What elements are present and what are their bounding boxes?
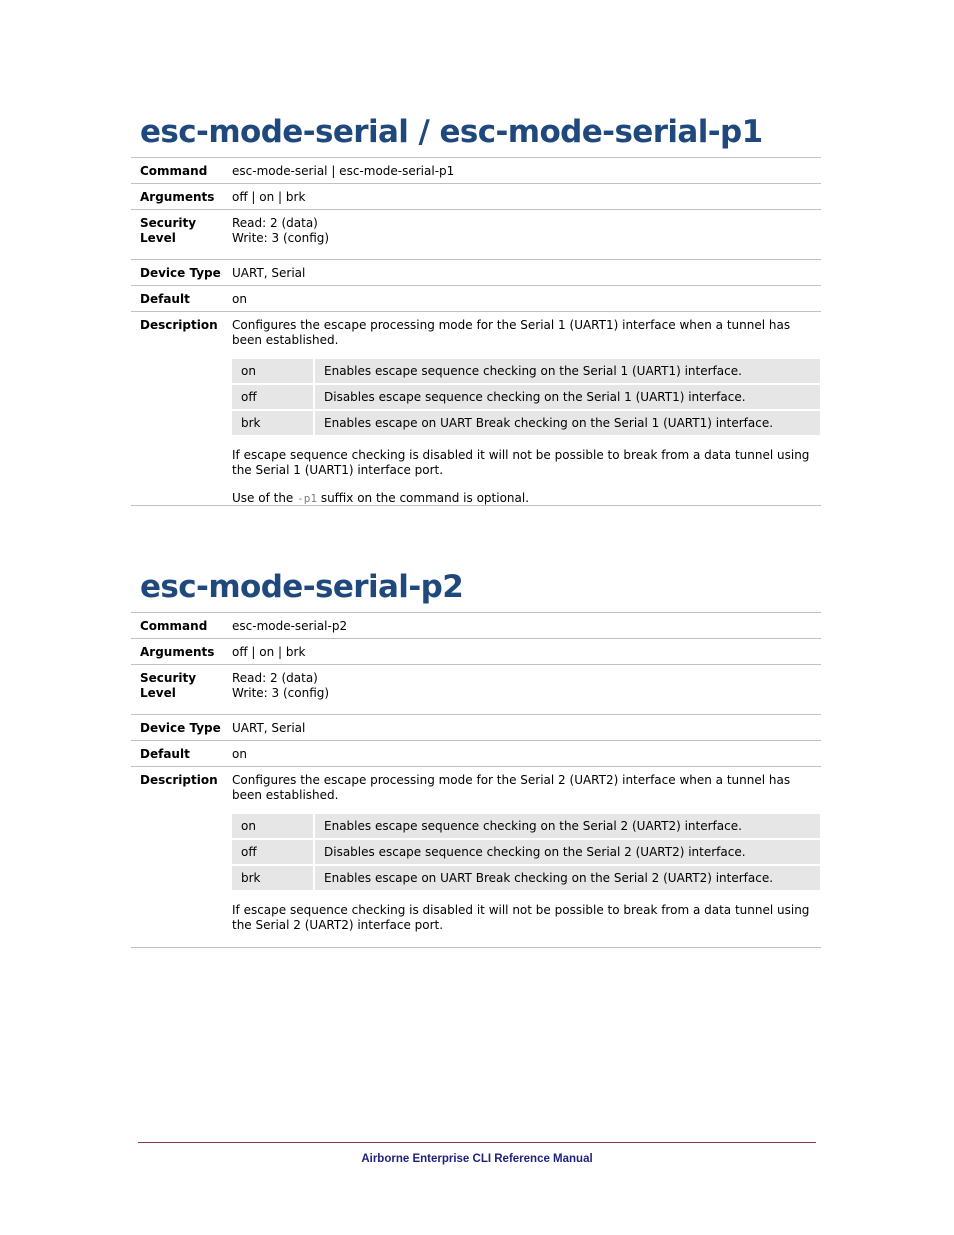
option-key: on: [232, 359, 314, 384]
command-value: esc-mode-serial | esc-mode-serial-p1: [232, 164, 455, 178]
device-type-value: UART, Serial: [232, 266, 306, 280]
row-label: [131, 665, 232, 714]
option-row: [232, 384, 820, 410]
option-text: Enables escape on UART Break checking on the Serial 2 (UART2) interface.: [314, 865, 820, 891]
row-command: [131, 157, 821, 183]
option-row: [232, 410, 820, 436]
row-label: Default: [140, 747, 190, 761]
option-key: on: [232, 814, 314, 839]
row-device-type: [131, 714, 821, 740]
option-key: off: [232, 839, 314, 865]
option-text: Enables escape on UART Break checking on the Serial 1 (UART1) interface.: [314, 410, 820, 436]
command-section-p2: [131, 568, 821, 948]
row-label: Command: [140, 619, 208, 633]
row-label: Arguments: [140, 190, 215, 204]
row-device-type: [131, 259, 821, 285]
suffix-code: -p1: [297, 492, 317, 505]
command-table: [131, 612, 821, 948]
command-table: [131, 157, 821, 506]
row-security-level: [131, 209, 821, 259]
section-title: esc-mode-serial-p2: [140, 569, 464, 605]
option-key: brk: [232, 410, 314, 436]
suffix-note-pre: Use of the: [232, 491, 298, 505]
row-label: Description: [140, 773, 218, 787]
row-label: [131, 210, 232, 259]
options-table: [232, 359, 820, 437]
description-value: [232, 312, 850, 505]
arguments-value: off | on | brk: [232, 645, 306, 659]
option-text: Disables escape sequence checking on the Serial 2 (UART2) interface.: [314, 839, 820, 865]
security-value: [232, 210, 821, 259]
row-description: [131, 311, 821, 506]
description-text: Configures the escape processing mode for the Serial 1 (UART1) interface when a tunnel has been established.: [232, 318, 791, 347]
option-key: off: [232, 384, 314, 410]
row-security-level: [131, 664, 821, 714]
description-value: [232, 767, 850, 947]
option-text: Enables escape sequence checking on the Serial 1 (UART1) interface.: [314, 359, 820, 384]
default-value: on: [232, 747, 247, 761]
option-row: [232, 839, 820, 865]
security-read: Read: 2 (data): [232, 216, 318, 230]
row-label: Default: [140, 292, 190, 306]
row-label: Description: [140, 318, 218, 332]
command-section-p1: [131, 113, 821, 506]
row-label: Device Type: [140, 721, 221, 735]
note-text: If escape sequence checking is disabled it will not be possible to break from a data tunnel using the Serial 1 (UART1) interface port.: [232, 448, 810, 477]
arguments-value: off | on | brk: [232, 190, 306, 204]
option-text: Enables escape sequence checking on the Serial 2 (UART2) interface.: [314, 814, 820, 839]
option-text: Disables escape sequence checking on the Serial 1 (UART1) interface.: [314, 384, 820, 410]
option-row: [232, 865, 820, 891]
option-key: brk: [232, 865, 314, 891]
security-write: Write: 3 (config): [232, 686, 330, 700]
row-label: Device Type: [140, 266, 221, 280]
row-description: [131, 766, 821, 948]
options-table: [232, 814, 820, 892]
device-type-value: UART, Serial: [232, 721, 306, 735]
suffix-note-post: suffix on the command is optional.: [317, 491, 530, 505]
option-row: [232, 359, 820, 384]
footer-rule: [138, 1142, 816, 1143]
security-value: [232, 665, 821, 714]
section-title: esc-mode-serial / esc-mode-serial-p1: [140, 114, 763, 150]
row-arguments: [131, 638, 821, 664]
row-label: Command: [140, 164, 208, 178]
row-label-line: Level: [140, 686, 176, 700]
row-default: [131, 740, 821, 766]
row-command: [131, 612, 821, 638]
option-row: [232, 814, 820, 839]
row-label: Arguments: [140, 645, 215, 659]
row-label-line: Level: [140, 231, 176, 245]
row-label-line: Security: [140, 671, 197, 685]
suffix-note: [232, 491, 820, 506]
command-value: esc-mode-serial-p2: [232, 619, 348, 633]
security-read: Read: 2 (data): [232, 671, 318, 685]
footer-title: Airborne Enterprise CLI Reference Manual: [361, 1153, 593, 1165]
row-arguments: [131, 183, 821, 209]
default-value: on: [232, 292, 247, 306]
note-text: If escape sequence checking is disabled it will not be possible to break from a data tunnel using the Serial 2 (UART2) interface port.: [232, 903, 810, 932]
row-default: [131, 285, 821, 311]
row-label-line: Security: [140, 216, 197, 230]
description-text: Configures the escape processing mode for the Serial 2 (UART2) interface when a tunnel has been established.: [232, 773, 791, 802]
security-write: Write: 3 (config): [232, 231, 330, 245]
